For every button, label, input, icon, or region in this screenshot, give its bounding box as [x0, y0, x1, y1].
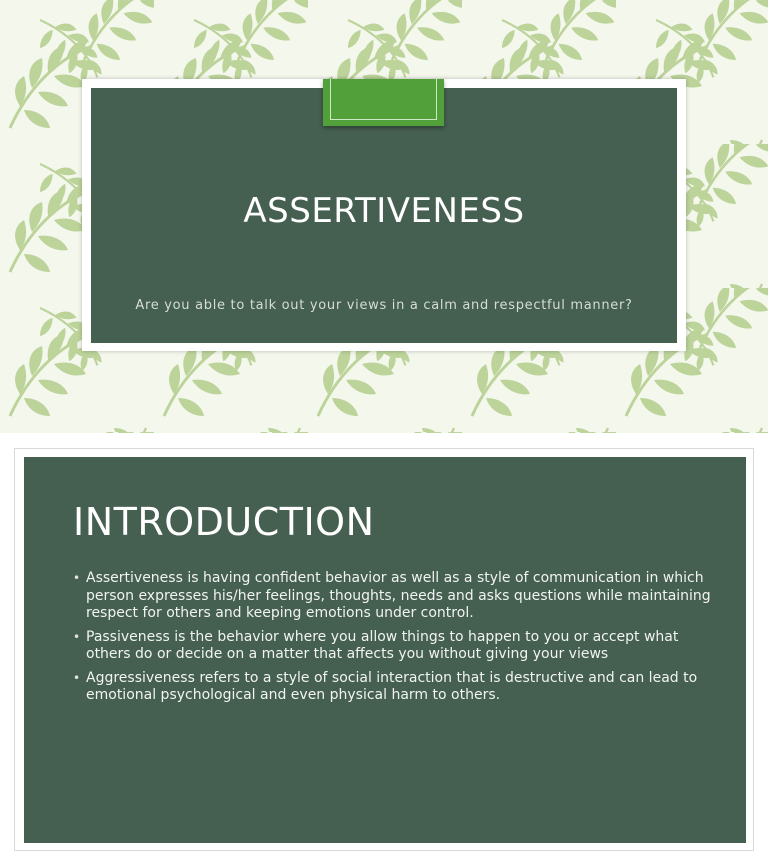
- bullet-list: [73, 570, 713, 711]
- accent-tab-border: [330, 79, 437, 120]
- bullet-text: Passiveness is the behavior where you allow things to happen to you or accept what others do or decide on a matter that affects you without giving your views: [86, 628, 679, 662]
- bullet-text: Aggressiveness refers to a style of social interaction that is destructive and can lead to emotional psychological and even physical harm to others.: [86, 669, 698, 703]
- bullet-icon: •: [73, 629, 81, 644]
- slide-title: INTRODUCTION: [73, 500, 375, 544]
- accent-tab: [323, 79, 444, 126]
- content-panel: [24, 457, 746, 843]
- bullet-item-assertiveness: [73, 570, 713, 623]
- bullet-text: Assertiveness is having confident behavior as well as a style of communication in which person expresses his/her feelings, thoughts, needs and asks questions while maintaining respect for others and keeping emotions under control.: [86, 570, 711, 621]
- slide-title: ASSERTIVENESS: [243, 191, 525, 231]
- bullet-item-passiveness: [73, 629, 713, 664]
- slide-subtitle: Are you able to talk out your views in a calm and respectful manner?: [135, 298, 633, 313]
- bullet-icon: •: [73, 670, 81, 685]
- bullet-item-aggressiveness: [73, 670, 713, 705]
- introduction-slide[interactable]: [14, 448, 754, 851]
- bullet-icon: •: [73, 571, 81, 585]
